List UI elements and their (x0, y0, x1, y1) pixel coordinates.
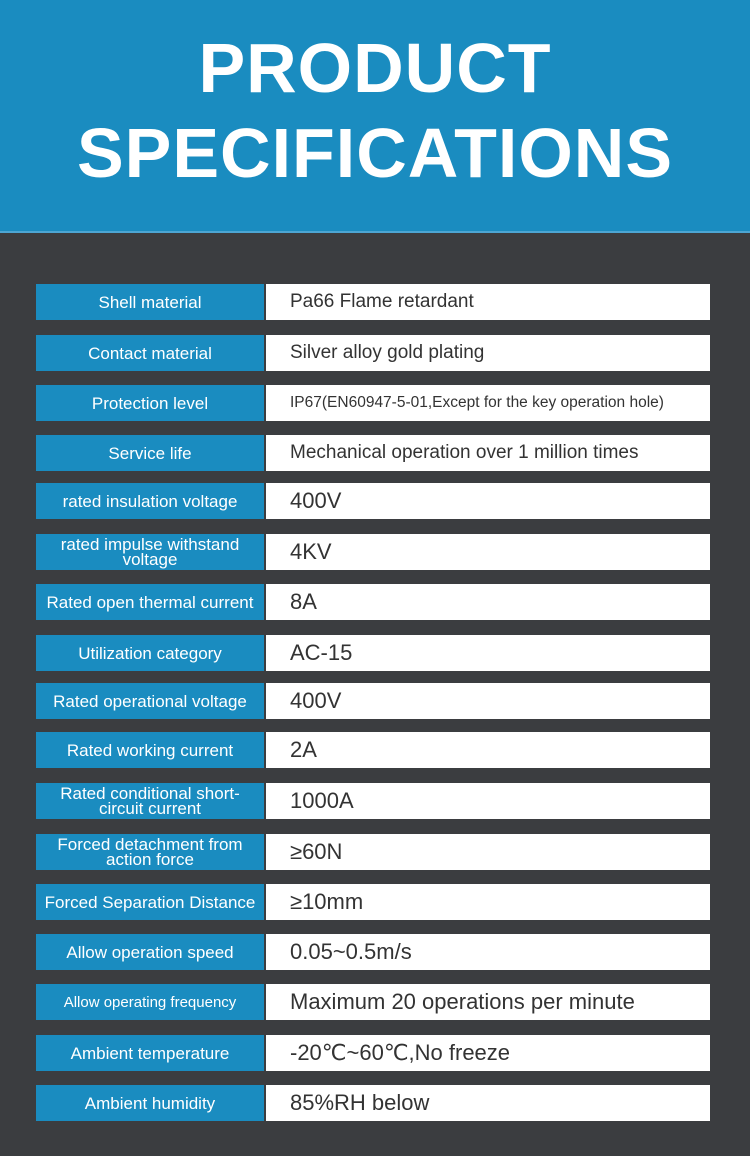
spec-label: Rated open thermal current (36, 584, 264, 620)
spec-value: 8A (266, 584, 710, 620)
spec-value: ≥10mm (266, 884, 710, 920)
spec-row-ambient-humidity (36, 1085, 710, 1121)
spec-value: 400V (266, 483, 710, 519)
spec-label: Protection level (36, 385, 264, 421)
spec-value: 1000A (266, 783, 710, 819)
spec-label: Rated operational voltage (36, 683, 264, 719)
spec-row-protection-level (36, 385, 710, 421)
spec-label: Ambient temperature (36, 1035, 264, 1071)
spec-value: ≥60N (266, 834, 710, 870)
spec-value: -20℃~60℃,No freeze (266, 1035, 710, 1071)
spec-label: Forced detachment from action force (36, 834, 264, 870)
spec-row-operating-frequency (36, 984, 710, 1020)
spec-label: rated impulse withstand voltage (36, 534, 264, 570)
spec-row-operational-voltage (36, 683, 710, 719)
spec-label: Service life (36, 435, 264, 471)
spec-row-impulse-voltage (36, 534, 710, 570)
spec-label: Contact material (36, 335, 264, 371)
spec-value: 85%RH below (266, 1085, 710, 1121)
spec-value: Mechanical operation over 1 million times (266, 435, 710, 471)
spec-value: 2A (266, 732, 710, 768)
spec-value: Silver alloy gold plating (266, 335, 710, 371)
spec-row-service-life (36, 435, 710, 471)
spec-row-contact-material (36, 335, 710, 371)
spec-label: Utilization category (36, 635, 264, 671)
title-line-2: SPECIFICATIONS (76, 114, 674, 192)
title-banner (0, 0, 750, 233)
spec-label: Shell material (36, 284, 264, 320)
spec-label: Forced Separation Distance (36, 884, 264, 920)
spec-row-working-current (36, 732, 710, 768)
title-line-1: PRODUCT (198, 29, 552, 107)
spec-value: 400V (266, 683, 710, 719)
spec-row-separation-distance (36, 884, 710, 920)
spec-value: Maximum 20 operations per minute (266, 984, 710, 1020)
spec-row-short-circuit-current (36, 783, 710, 819)
spec-value: 0.05~0.5m/s (266, 934, 710, 970)
spec-label: rated insulation voltage (36, 483, 264, 519)
spec-row-insulation-voltage (36, 483, 710, 519)
spec-row-detachment-force (36, 834, 710, 870)
spec-row-utilization-category (36, 635, 710, 671)
spec-value: IP67(EN60947-5-01,Except for the key operation hole) (266, 385, 710, 421)
spec-row-shell-material (36, 284, 710, 320)
spec-label: Ambient humidity (36, 1085, 264, 1121)
spec-value: AC-15 (266, 635, 710, 671)
spec-value: Pa66 Flame retardant (266, 284, 710, 320)
spec-label: Allow operation speed (36, 934, 264, 970)
spec-label: Rated working current (36, 732, 264, 768)
spec-label: Allow operating frequency (36, 984, 264, 1020)
spec-label: Rated conditional short-circuit current (36, 783, 264, 819)
spec-row-ambient-temperature (36, 1035, 710, 1071)
spec-value: 4KV (266, 534, 710, 570)
spec-row-operation-speed (36, 934, 710, 970)
spec-row-thermal-current (36, 584, 710, 620)
